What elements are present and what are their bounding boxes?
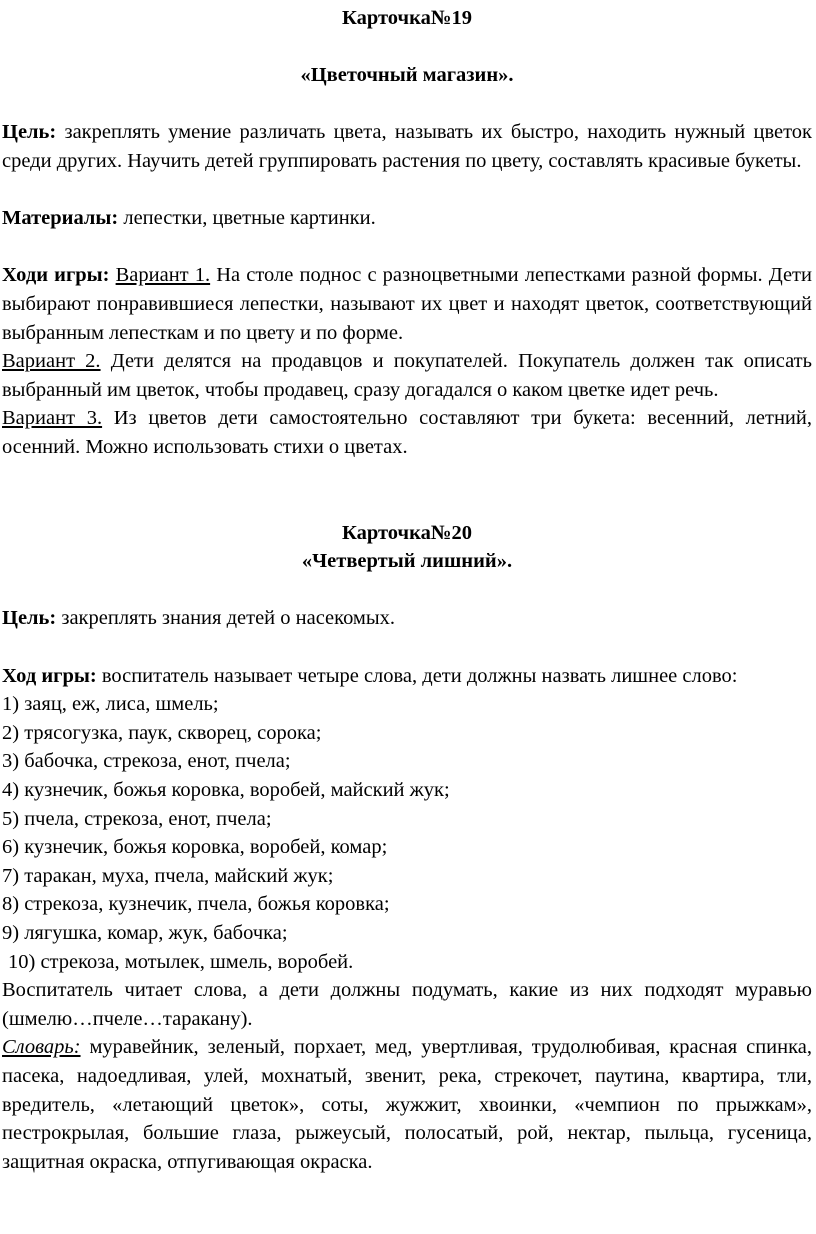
blank-line [2, 176, 812, 205]
card20-vocab-text: муравейник, зеленый, порхает, мед, увертливая, трудолюбивая, красная спинка, пасека, надоедливая, улей, мохнатый, звенит, река, стрекочет, паутина, квартира, тли, вредитель, «летающий цветок», соты, жужжит, хвоинки, «чемпион по прыжкам», пестрокрылая, большие глаза, рыжеусый, полосатый, рой, нектар, пыльца, гусеница, защитная окраска, отпугивающая окраска. [2, 1036, 812, 1173]
blank-line [2, 90, 812, 119]
card19-variant3-text: Из цветов дети самостоятельно составляют три букета: весенний, летний, осенний. Можно использовать стихи о цветах. [2, 407, 813, 458]
card19-variant2-label: Вариант 2. [2, 350, 101, 373]
list-item: 7) таракан, муха, пчела, майский жук; [2, 864, 334, 887]
card19-variant1-text: На столе поднос с разноцветными лепестками разной формы. Дети выбирают понравившиеся лепестки, называют их цвет и находят цветок, соответствующий выбранным лепесткам и по цвету и по форме. [2, 264, 812, 344]
card20-goal-label: Цель: [2, 607, 57, 630]
card19-goal-label: Цель: [2, 121, 57, 144]
card19-goal-text: закреплять умение различать цвета, называть их быстро, находить нужный цветок среди других. Научить детей группировать растения по цвету, составлять красивые букеты. [2, 121, 812, 172]
card20-move-label: Ход игры: [2, 664, 97, 687]
blank-line [2, 633, 812, 662]
blank-line [2, 233, 812, 262]
blank-line [2, 33, 812, 62]
card19-variant3 [2, 404, 812, 461]
card19-variant2-text: Дети делятся на продавцов и покупателей. Покупатель должен так описать выбранный им цветок, чтобы продавец, сразу догадался о каком цветке идет речь. [2, 350, 812, 401]
card19-moves-label: Ходи игры: [2, 264, 110, 287]
list-item: 6) кузнечик, божья коровка, воробей, комар; [2, 836, 388, 859]
blank-line [2, 490, 812, 519]
list-item: 9) лягушка, комар, жук, бабочка; [2, 922, 288, 944]
card20-goal-text: закреплять знания детей о насекомых. [56, 607, 396, 630]
list-item: 1) заяц, еж, лиса, шмель; [2, 693, 219, 716]
card19-materials-text: лепестки, цветные картинки. [118, 207, 376, 230]
blank-line [2, 462, 812, 491]
card19-materials [2, 204, 812, 233]
card20-subtitle: «Четвертый лишний». [301, 550, 513, 573]
card19-materials-label: Материалы: [2, 207, 119, 230]
card20-goal [2, 604, 812, 633]
list-item: 3) бабочка, стрекоза, енот, пчела; [2, 750, 291, 773]
list-item: 2) трясогузка, паук, скворец, сорока; [2, 721, 322, 744]
card19-variant3-label: Вариант 3. [2, 407, 103, 430]
card19-title: Карточка№19 [342, 7, 472, 29]
list-item: 8) стрекоза, кузнечик, пчела, божья коровка; [2, 893, 390, 916]
card20-vocabulary [2, 1033, 812, 1176]
card20-move-text: воспитатель называет четыре слова, дети должны назвать лишнее слово: [96, 664, 738, 687]
card20-title: Карточка№20 [342, 521, 472, 544]
card20-move [2, 662, 812, 691]
list-item: 10) стрекоза, мотылек, шмель, воробей. [8, 950, 354, 973]
card19-variant1-label: Вариант 1. [115, 264, 211, 287]
list-item: 4) кузнечик, божья коровка, воробей, майский жук; [2, 779, 450, 802]
blank-line [2, 576, 812, 605]
card19-subtitle: «Цветочный магазин». [300, 64, 514, 87]
card19-goal [2, 118, 812, 175]
card20-teacher-text: Воспитатель читает слова, а дети должны подумать, какие из них подходят муравью (шмелю…пчеле…таракану). [2, 979, 812, 1030]
card19-variant1 [2, 261, 812, 347]
card20-vocab-label: Словарь: [2, 1036, 81, 1059]
card19-variant2 [2, 347, 812, 404]
word-list [2, 690, 812, 976]
list-item: 5) пчела, стрекоза, енот, пчела; [2, 807, 272, 830]
